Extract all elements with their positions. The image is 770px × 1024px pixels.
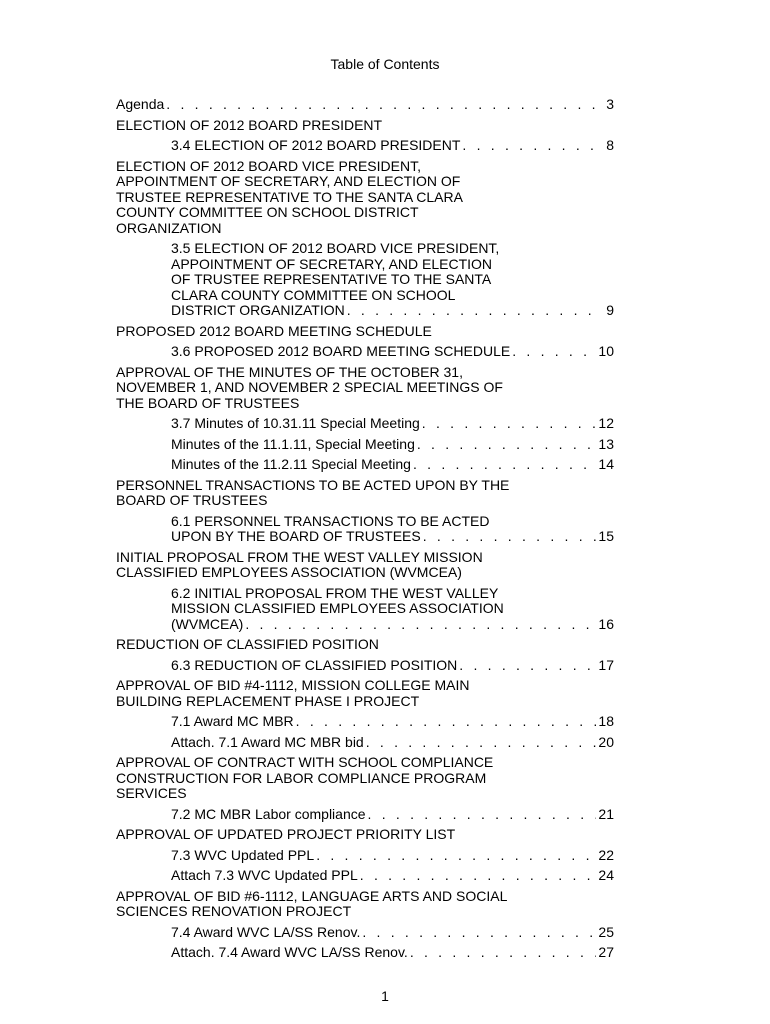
toc-entry-text-line: BOARD OF TRUSTEES xyxy=(116,492,268,508)
dot-leader xyxy=(413,457,596,473)
toc-section-heading xyxy=(116,755,614,802)
toc-section-heading xyxy=(116,159,614,237)
toc-page-number: 3 xyxy=(606,96,614,112)
toc-entry-label: 6.3 REDUCTION OF CLASSIFIED POSITION xyxy=(171,656,458,673)
toc-entry-text-line: ELECTION OF 2012 BOARD VICE PRESIDENT, xyxy=(116,157,421,174)
toc-entry-text-line: CLARA COUNTY COMMITTEE ON SCHOOL xyxy=(171,286,456,303)
toc-entry-label: UPON BY THE BOARD OF TRUSTEES xyxy=(171,528,421,544)
toc-entry[interactable] xyxy=(116,344,614,360)
toc-page-number: 24 xyxy=(598,867,614,883)
dot-leader xyxy=(459,658,596,674)
toc-entry-text-line: 6.2 INITIAL PROPOSAL FROM THE WEST VALLEY xyxy=(171,584,499,601)
toc-page-number: 18 xyxy=(598,713,614,729)
toc-page-number: 25 xyxy=(598,923,614,940)
toc-entry-text-line: CONSTRUCTION FOR LABOR COMPLIANCE PROGRAM xyxy=(116,769,487,786)
toc-page-number: 21 xyxy=(598,805,614,822)
toc-entry[interactable] xyxy=(116,868,614,884)
toc-entry-label: Attach 7.3 WVC Updated PPL xyxy=(171,867,358,883)
toc-entry-label: 7.4 Award WVC LA/SS Renov. xyxy=(171,923,361,940)
toc-entry-label: (WVMCEA) xyxy=(171,615,244,632)
toc-entry-label: 3.4 ELECTION OF 2012 BOARD PRESIDENT xyxy=(171,137,461,153)
toc-entry-text-line: APPROVAL OF THE MINUTES OF THE OCTOBER 31, xyxy=(116,363,463,380)
toc-entry-text-line: INITIAL PROPOSAL FROM THE WEST VALLEY MISSION xyxy=(116,548,483,565)
toc-entry-text-line: APPROVAL OF UPDATED PROJECT PRIORITY LIST xyxy=(116,826,456,842)
toc-entry-label: 7.1 Award MC MBR xyxy=(171,713,294,729)
dot-leader xyxy=(422,416,597,432)
toc-entry[interactable] xyxy=(116,945,614,961)
toc-entry[interactable] xyxy=(116,714,614,730)
toc-section-heading xyxy=(116,324,614,340)
dot-leader xyxy=(360,868,597,884)
toc-page-number: 20 xyxy=(598,733,614,750)
toc-entry-text-line: OF TRUSTEE REPRESENTATIVE TO THE SANTA xyxy=(171,271,492,287)
toc-entry-text-line: PROPOSED 2012 BOARD MEETING SCHEDULE xyxy=(116,322,432,339)
toc-entry-label: 7.3 WVC Updated PPL xyxy=(171,846,315,863)
toc-entry-text-line: APPROVAL OF BID #4-1112, MISSION COLLEGE MAIN xyxy=(116,677,470,693)
toc-page-number: 8 xyxy=(606,137,614,153)
toc-entry[interactable] xyxy=(116,416,614,432)
table-of-contents xyxy=(116,97,614,966)
toc-entry-text-line: SERVICES xyxy=(116,785,187,801)
toc-entry-text-line: SCIENCES RENOVATION PROJECT xyxy=(116,903,352,919)
toc-entry-text-line: 3.5 ELECTION OF 2012 BOARD VICE PRESIDENT, xyxy=(171,240,500,256)
toc-page-number: 16 xyxy=(598,615,614,632)
toc-entry-label: Minutes of the 11.2.11 Special Meeting xyxy=(171,456,411,472)
dot-leader xyxy=(366,735,597,751)
toc-entry[interactable] xyxy=(116,658,614,674)
toc-section-heading xyxy=(116,637,614,653)
dot-leader xyxy=(347,303,598,319)
page-number: 1 xyxy=(381,988,389,1004)
toc-section-heading xyxy=(116,478,614,509)
toc-page-number: 13 xyxy=(598,435,614,452)
toc-entry[interactable] xyxy=(116,925,614,941)
toc-entry[interactable] xyxy=(116,735,614,751)
dot-leader xyxy=(166,97,598,113)
toc-page-number: 9 xyxy=(606,302,614,318)
toc-entry-text-line: MISSION CLASSIFIED EMPLOYEES ASSOCIATION xyxy=(171,600,504,616)
dot-leader xyxy=(296,714,597,730)
dot-leader xyxy=(512,344,596,360)
toc-section-heading xyxy=(116,827,614,843)
toc-entry-text-line: 6.1 PERSONNEL TRANSACTIONS TO BE ACTED xyxy=(171,512,490,529)
toc-entry-text-line: APPOINTMENT OF SECRETARY, AND ELECTION OF xyxy=(116,173,461,189)
toc-section-heading xyxy=(116,678,614,709)
toc-entry-text-line: TRUSTEE REPRESENTATIVE TO THE SANTA CLARA xyxy=(116,188,463,205)
toc-entry-text-line: PERSONNEL TRANSACTIONS TO BE ACTED UPON BY THE xyxy=(116,476,510,493)
toc-entry-text-line: NOVEMBER 1, AND NOVEMBER 2 SPECIAL MEETINGS OF xyxy=(116,379,503,395)
toc-entry-label: Minutes of the 11.1.11, Special Meeting xyxy=(171,435,415,452)
toc-entry[interactable] xyxy=(116,138,614,154)
toc-section-heading xyxy=(116,889,614,920)
dot-leader xyxy=(316,848,596,864)
toc-entry[interactable] xyxy=(116,807,614,823)
toc-entry-text-line: CLASSIFIED EMPLOYEES ASSOCIATION (WVMCEA) xyxy=(116,564,462,580)
toc-entry-text-line: APPROVAL OF BID #6-1112, LANGUAGE ARTS AND SOCIAL xyxy=(116,887,508,904)
dot-leader xyxy=(245,617,596,633)
toc-page-number: 15 xyxy=(598,528,614,544)
toc-entry-label: Attach. 7.1 Award MC MBR bid xyxy=(171,733,364,750)
toc-entry-text-line: APPOINTMENT OF SECRETARY, AND ELECTION xyxy=(171,255,493,272)
toc-page-number: 14 xyxy=(598,456,614,472)
toc-entry-label: Agenda xyxy=(116,96,165,112)
toc-entry-label: Attach. 7.4 Award WVC LA/SS Renov. xyxy=(171,944,408,960)
toc-entry-text-line: THE BOARD OF TRUSTEES xyxy=(116,394,300,411)
toc-entry[interactable] xyxy=(116,97,614,113)
toc-section-heading xyxy=(116,550,614,581)
toc-entry[interactable] xyxy=(116,241,614,319)
dot-leader xyxy=(417,437,597,453)
toc-entry[interactable] xyxy=(116,437,614,453)
toc-section-heading xyxy=(116,365,614,412)
toc-entry-text-line: ELECTION OF 2012 BOARD PRESIDENT xyxy=(116,116,383,133)
toc-entry-text-line: APPROVAL OF CONTRACT WITH SCHOOL COMPLIANCE xyxy=(116,754,494,770)
toc-page-number: 12 xyxy=(598,415,614,431)
dot-leader xyxy=(362,925,596,941)
toc-entry-text-line: REDUCTION OF CLASSIFIED POSITION xyxy=(116,636,379,652)
dot-leader xyxy=(410,945,597,961)
toc-entry[interactable] xyxy=(116,586,614,633)
toc-entry-label: 7.2 MC MBR Labor compliance xyxy=(171,805,366,822)
toc-page-number: 10 xyxy=(598,343,614,359)
toc-entry-text-line: ORGANIZATION xyxy=(116,219,222,236)
toc-page-number: 17 xyxy=(598,656,614,673)
toc-page-number: 27 xyxy=(598,944,614,960)
dot-leader xyxy=(462,138,598,154)
document-title: Table of Contents xyxy=(330,56,440,72)
toc-entry-label: DISTRICT ORGANIZATION xyxy=(171,302,345,318)
dot-leader xyxy=(423,529,597,545)
toc-page-number: 22 xyxy=(598,846,614,863)
toc-entry[interactable] xyxy=(116,848,614,864)
toc-entry-label: 3.6 PROPOSED 2012 BOARD MEETING SCHEDULE xyxy=(171,343,511,359)
toc-section-heading xyxy=(116,118,614,134)
toc-entry[interactable] xyxy=(116,457,614,473)
toc-entry[interactable] xyxy=(116,514,614,545)
toc-entry-label: 3.7 Minutes of 10.31.11 Special Meeting xyxy=(171,415,420,431)
dot-leader xyxy=(368,807,597,823)
toc-entry-text-line: COUNTY COMMITTEE ON SCHOOL DISTRICT xyxy=(116,204,419,220)
toc-entry-text-line: BUILDING REPLACEMENT PHASE I PROJECT xyxy=(116,692,420,709)
